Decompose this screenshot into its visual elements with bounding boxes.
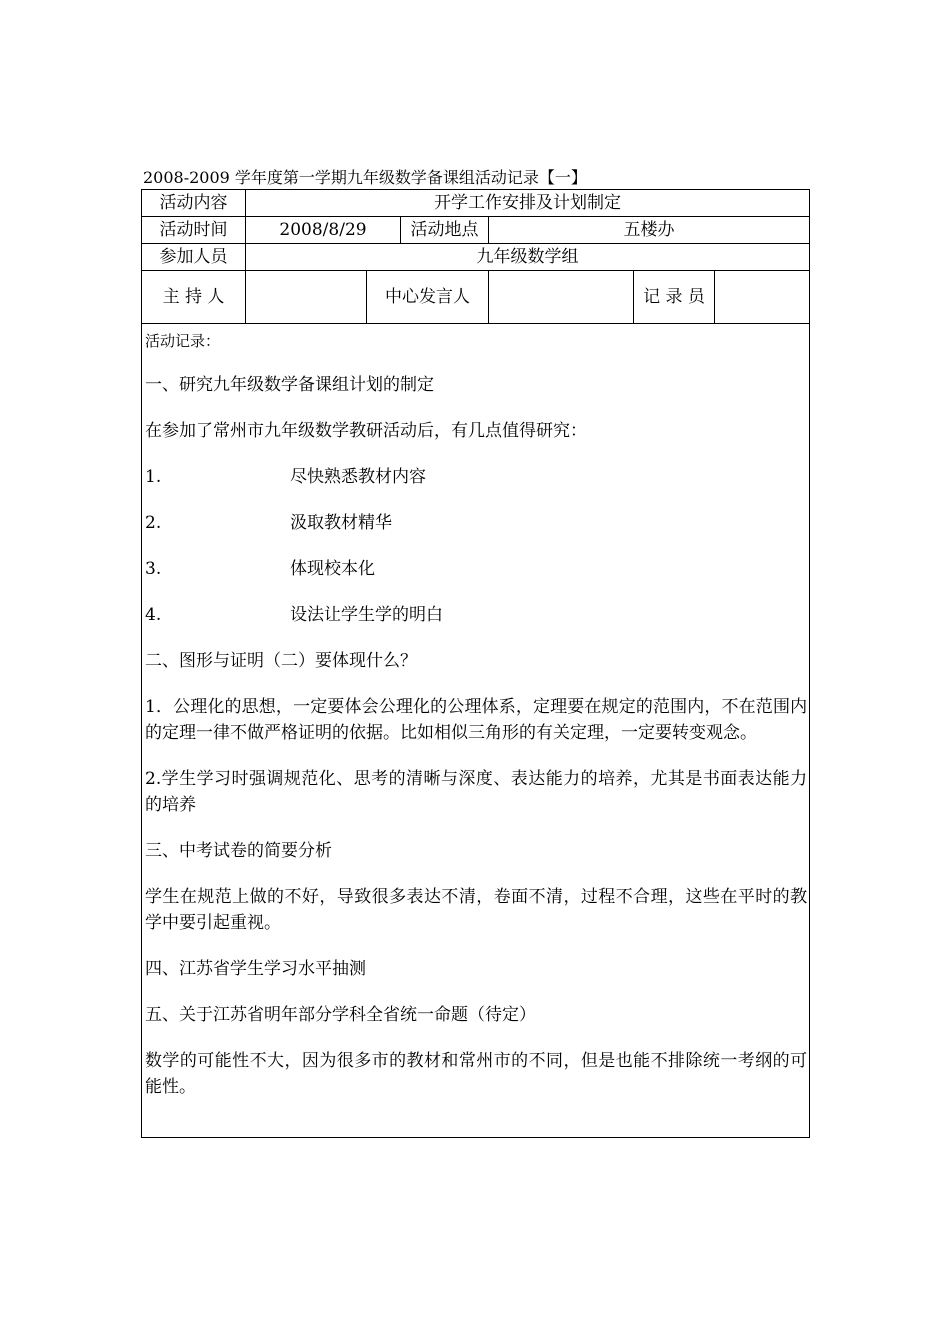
host-label: 主 持 人 — [142, 271, 246, 324]
point-item: 3. 体现校本化 — [145, 559, 375, 579]
place-label: 活动地点 — [401, 217, 489, 244]
section-1-intro: 在参加了常州市九年级数学教研活动后，有几点值得研究： — [145, 421, 587, 441]
record-body — [142, 324, 810, 1138]
point-item: 2. 汲取教材精华 — [145, 513, 392, 533]
section-3-paragraph: 学生在规范上做的不好，导致很多表达不清，卷面不清，过程不合理，这些在平时的教学中要引起重视。 — [145, 887, 808, 933]
speaker-value — [489, 271, 634, 324]
content-label: 活动内容 — [142, 190, 246, 217]
members-value: 九年级数学组 — [246, 244, 810, 271]
section-5-title: 五、关于江苏省明年部分学科全省统一命题（待定） — [145, 1005, 536, 1025]
record-heading: 活动记录： — [145, 332, 221, 350]
place-value: 五楼办 — [489, 217, 810, 244]
section-2-paragraph-1: 1．公理化的思想，一定要体会公理化的公理体系，定理要在规定的范围内，不在范围内的定理一律不做严格证明的依据。比如相似三角形的有关定理，一定要转变观念。 — [145, 697, 808, 743]
section-2-title: 二、图形与证明（二）要体现什么？ — [145, 651, 417, 671]
section-5-paragraph: 数学的可能性不大，因为很多市的教材和常州市的不同，但是也能不排除统一考纲的可能性。 — [145, 1051, 808, 1097]
activity-record-table — [141, 189, 810, 1138]
point-item: 4. 设法让学生学的明白 — [145, 605, 443, 625]
recorder-label: 记 录 员 — [634, 271, 715, 324]
section-4-title: 四、江苏省学生学习水平抽测 — [145, 959, 366, 979]
speaker-label: 中心发言人 — [367, 271, 489, 324]
recorder-value — [715, 271, 810, 324]
content-value: 开学工作安排及计划制定 — [246, 190, 810, 217]
point-item: 1. 尽快熟悉教材内容 — [145, 467, 426, 487]
document-title: 2008-2009 学年度第一学期九年级数学备课组活动记录【一】 — [143, 168, 587, 187]
section-1-title: 一、研究九年级数学备课组计划的制定 — [145, 375, 434, 395]
section-2-paragraph-2: 2.学生学习时强调规范化、思考的清晰与深度、表达能力的培养，尤其是书面表达能力的培养 — [145, 769, 808, 815]
time-label: 活动时间 — [142, 217, 246, 244]
host-value — [246, 271, 367, 324]
time-value: 2008/8/29 — [246, 217, 401, 244]
members-label: 参加人员 — [142, 244, 246, 271]
section-3-title: 三、中考试卷的简要分析 — [145, 841, 332, 861]
